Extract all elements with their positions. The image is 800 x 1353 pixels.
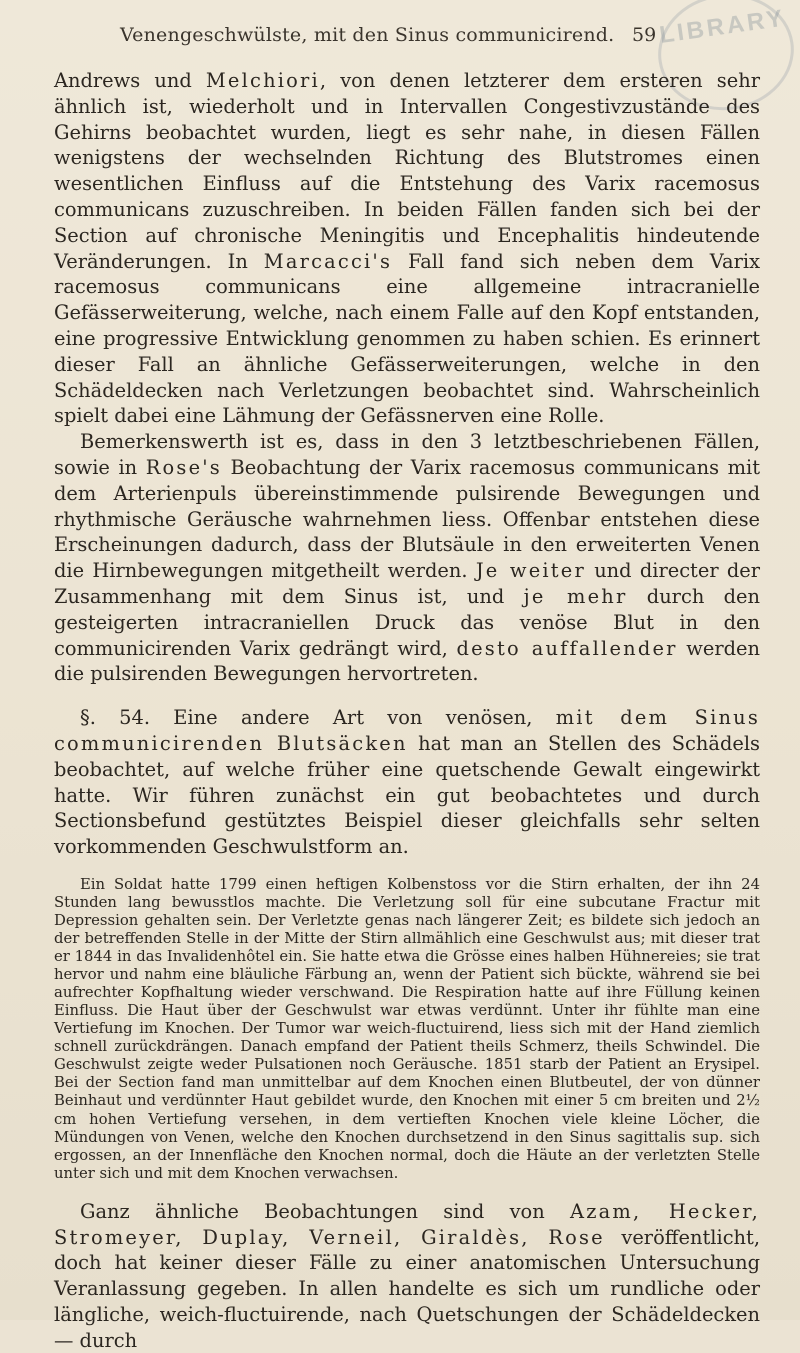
body-text [54,68,760,1353]
p4-text-1: Ganz ähnliche Beobachtungen sind von [80,1199,570,1223]
spacer [54,687,760,705]
spacer [54,1183,760,1199]
emphasis-je-mehr: je mehr [523,584,628,608]
author-list: Azam, Hecker, Stromeyer, Duplay, Verneil, Giraldès, Rose [54,1199,760,1249]
p1-text-3: Fall fand sich neben dem Varix racemosus communicans eine allgemeine intracranielle Gefässerweiterung, welche, nach einem Falle auf den Kopf entstanden, eine progressive Entwicklung genommen zu haben schien. Es erinnert dieser Fall an ähnliche Gefässerweiterungen, welche in den Schädeldecken nach Verletzungen beobachtet sind. Wahrscheinlich spielt dabei eine Lähmung der Gefässnerven eine Rolle. [54,249,760,428]
case-report-small-print: Ein Soldat hatte 1799 einen heftigen Kolbenstoss vor die Stirn erhalten, der ihn 24 Stunden lang bewusstlos machte. Die Verletzung soll für eine subcutane Fractur mit Depression gehalten sein. Der Verletzte genas nach längerer Zeit; es bildete sich jedoch an der betreffenden Stelle in der Mitte der Stirn allmählich eine Geschwulst aus; mit dieser trat er 1844 in das Invalidenhôtel ein. Sie hatte etwa die Grösse eines halben Hühnereies; sie trat hervor und nahm eine bläuliche Färbung an, wenn der Patient sich bückte, während sie bei aufrechter Kopfhaltung wieder verschwand. Die Respiration hatte auf ihre Füllung keinen Einfluss. Die Haut über der Geschwulst war etwas verdünnt. Unter ihr fühlte man eine Vertiefung im Knochen. Der Tumor war weich-fluctuirend, liess sich mit der Hand ziemlich schnell zurückdrängen. Danach empfand der Patient theils Schmerz, theils Schwindel. Die Geschwulst zeigte weder Pulsationen noch Geräusche. 1851 starb der Patient an Erysipel. Bei der Section fand man unmittelbar auf dem Knochen einen Blutbeutel, der von dünner Beinhaut und verdünnter Haut gebildet wurde, den Knochen mit einer 5 cm breiten und 2½ cm hohen Vertiefung versehen, in dem vertieften Knochen viele kleine Löcher, die Mündungen von Venen, welche den Knochen durchsetzend in den Sinus sagittalis sup. sich ergossen, an der Innenfläche den Knochen normal, doch die Häute an der verletzten Stelle unter sich und mit dem Knochen verwachsen. [54,875,760,1182]
paragraph-1 [54,68,760,429]
running-title: Venengeschwülste, mit den Sinus communicirend. [120,24,615,46]
page-number: 59 [632,24,657,46]
paragraph-3-section-54 [54,705,760,860]
spacer [54,860,760,876]
paragraph-4 [54,1199,760,1353]
author-rose: Rose's [145,455,222,479]
p4-text-2: veröffentlicht, doch hat keiner dieser Fälle zu einer anatomischen Untersuchung Veranlassung gegeben. In allen handelte es sich um rundliche oder längliche, weich-fluctuirende, nach Quetschungen der Schädeldecken — durch [54,1225,760,1352]
emphasis-blutsaecken: mit dem Sinus communicirenden Blutsäcken [54,706,761,755]
p1-text-1: Andrews und [54,69,206,92]
p2-text-4: durch den gesteigerten intracraniellen Druck das venöse Blut in den communicirenden Varix gedrängt wird, [54,584,760,660]
p3-text-1: §. 54. Eine andere Art von venösen, [80,706,556,730]
p1-text-2: , von denen letzterer dem ersteren sehr ähnlich ist, wiederholt und in Intervallen Congestivzustände des Gehirns beobachtet wurden, liegt es sehr nahe, in diesen Fällen wenigstens der wechselnden Richtung des Blutstromes einen wesentlichen Einfluss auf die Entstehung des Varix racemosus communicans zuzuschreiben. In beiden Fällen fanden sich bei der Section auf chronische Meningitis und Encephalitis hindeutende Veränderungen. In [54,69,760,273]
p3-text-2: hat man an Stellen des Schädels beobachtet, auf welche früher eine quetschende Gewalt eingewirkt hatte. Wir führen zunächst ein gut beobachtetes und durch Sectionsbefund gestütztes Beispiel dieser gleichfalls sehr selten vorkommenden Geschwulstform an. [54,731,760,859]
running-head [0,6,800,46]
author-marcacci: Marcacci's [263,249,393,273]
p2-text-1: Bemerkenswerth ist es, dass in den 3 letztbeschriebenen Fällen, sowie in [54,430,760,479]
emphasis-desto-auffallender: desto auffallender [456,636,678,660]
library-stamp-text: LIBRARY [657,4,788,49]
paragraph-2 [54,429,760,687]
p2-text-5: werden die pulsirenden Bewegungen hervortreten. [54,636,760,686]
p2-text-2: Beobachtung der Varix racemosus communicans mit dem Arterienpuls übereinstimmende pulsirende Bewegungen und rhythmische Geräusche wahrnehmen liess. Offenbar entstehen diese Erscheinungen dadurch, dass der Blutsäule in den erweiterten Venen die Hirnbewegungen mitgetheilt werden. [54,455,760,583]
author-melchiori: Melchiori [205,69,320,92]
emphasis-je-weiter: Je weiter [475,559,586,583]
p2-text-3: und directer der Zusammenhang mit dem Sinus ist, und [54,559,761,608]
